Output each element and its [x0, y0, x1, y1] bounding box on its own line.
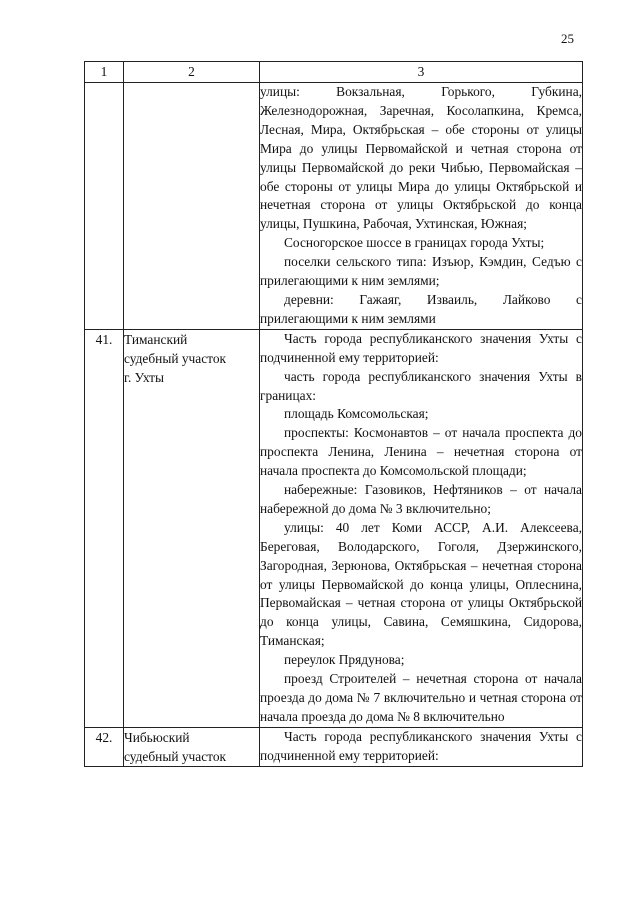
- column-header: 3: [260, 62, 583, 83]
- court-name-line: г. Ухты: [124, 370, 165, 386]
- description-paragraph: поселки сельского типа: Изъюр, Кэмдин, Седъю с прилегающими к ним землями;: [260, 254, 582, 289]
- description-paragraph: набережные: Газовиков, Нефтяников – от начала набережной до дома № 3 включительно;: [260, 482, 582, 516]
- description-paragraph: Часть города республиканского значения Ухты с подчиненной ему территорией:: [260, 330, 582, 365]
- district-table: [84, 61, 583, 767]
- territory-description: [260, 329, 583, 727]
- description-paragraph: проезд Строителей – нечетная сторона от начала проезда до дома № 7 включительно и четная сторона от начала проезда до дома № 8 включительно: [260, 671, 582, 724]
- court-name: [124, 83, 260, 330]
- column-header: 1: [85, 62, 124, 83]
- court-name-line: Чибьюский: [124, 729, 190, 745]
- description-paragraph: деревни: Гажаяг, Изваиль, Лайково с прилегающими к ним землями: [260, 291, 582, 326]
- description-paragraph: Сосногорское шоссе в границах города Ухты;: [284, 235, 545, 251]
- territory-description: [260, 83, 583, 330]
- description-paragraph: проспекты: Космонавтов – от начала проспекта до проспекта Ленина, Ленина – нечетная сторона от начала проспекта до Комсомольской площади;: [260, 425, 582, 479]
- court-name: [124, 329, 260, 727]
- description-paragraph: площадь Комсомольская;: [284, 406, 429, 422]
- court-name-line: судебный участок: [124, 350, 227, 366]
- description-paragraph: часть города республиканского значения Ухты в границах:: [260, 368, 582, 403]
- territory-description: [260, 727, 583, 766]
- court-name: [124, 727, 260, 766]
- column-header: 2: [124, 62, 260, 83]
- table-row: [85, 83, 583, 330]
- description-paragraph: Часть города республиканского значения Ухты с подчиненной ему территорией:: [260, 728, 582, 763]
- table-row: [85, 727, 583, 766]
- row-number: 42.: [85, 727, 124, 766]
- table-row: [85, 329, 583, 727]
- row-number: [85, 83, 124, 330]
- description-paragraph: улицы: Вокзальная, Горького, Губкина, Железнодорожная, Заречная, Косолапкина, Кремса, Лесная, Мира, Октябрьская – обе стороны от улицы Мира до улицы Первомайской и четная сторона от улицы Первомайской до реки Чибью, Первомайская – обе стороны от улицы Мира до улицы Октябрьской и нечетная сторона от улицы Октябрьской до конца улицы, Пушкина, Рабочая, Ухтинская, Южная;: [260, 84, 582, 232]
- page-number: 25: [561, 31, 574, 46]
- description-paragraph: улицы: 40 лет Коми АССР, А.И. Алексеева, Береговая, Володарского, Гоголя, Дзержинского, Загородная, Зерюнова, Октябрьская – нечетная сторона от улицы Первомайской до конца улицы, Оплеснина, Первомайская – четная сторона от улицы Октябрьской до конца улицы, Савина, Семяшкина, Сидорова, Тиманская;: [260, 519, 582, 649]
- court-name-line: судебный участок: [124, 749, 227, 765]
- row-number: 41.: [85, 329, 124, 727]
- court-name-line: Тиманский: [124, 331, 188, 347]
- table-header-row: [85, 62, 583, 83]
- description-paragraph: переулок Прядунова;: [284, 652, 405, 668]
